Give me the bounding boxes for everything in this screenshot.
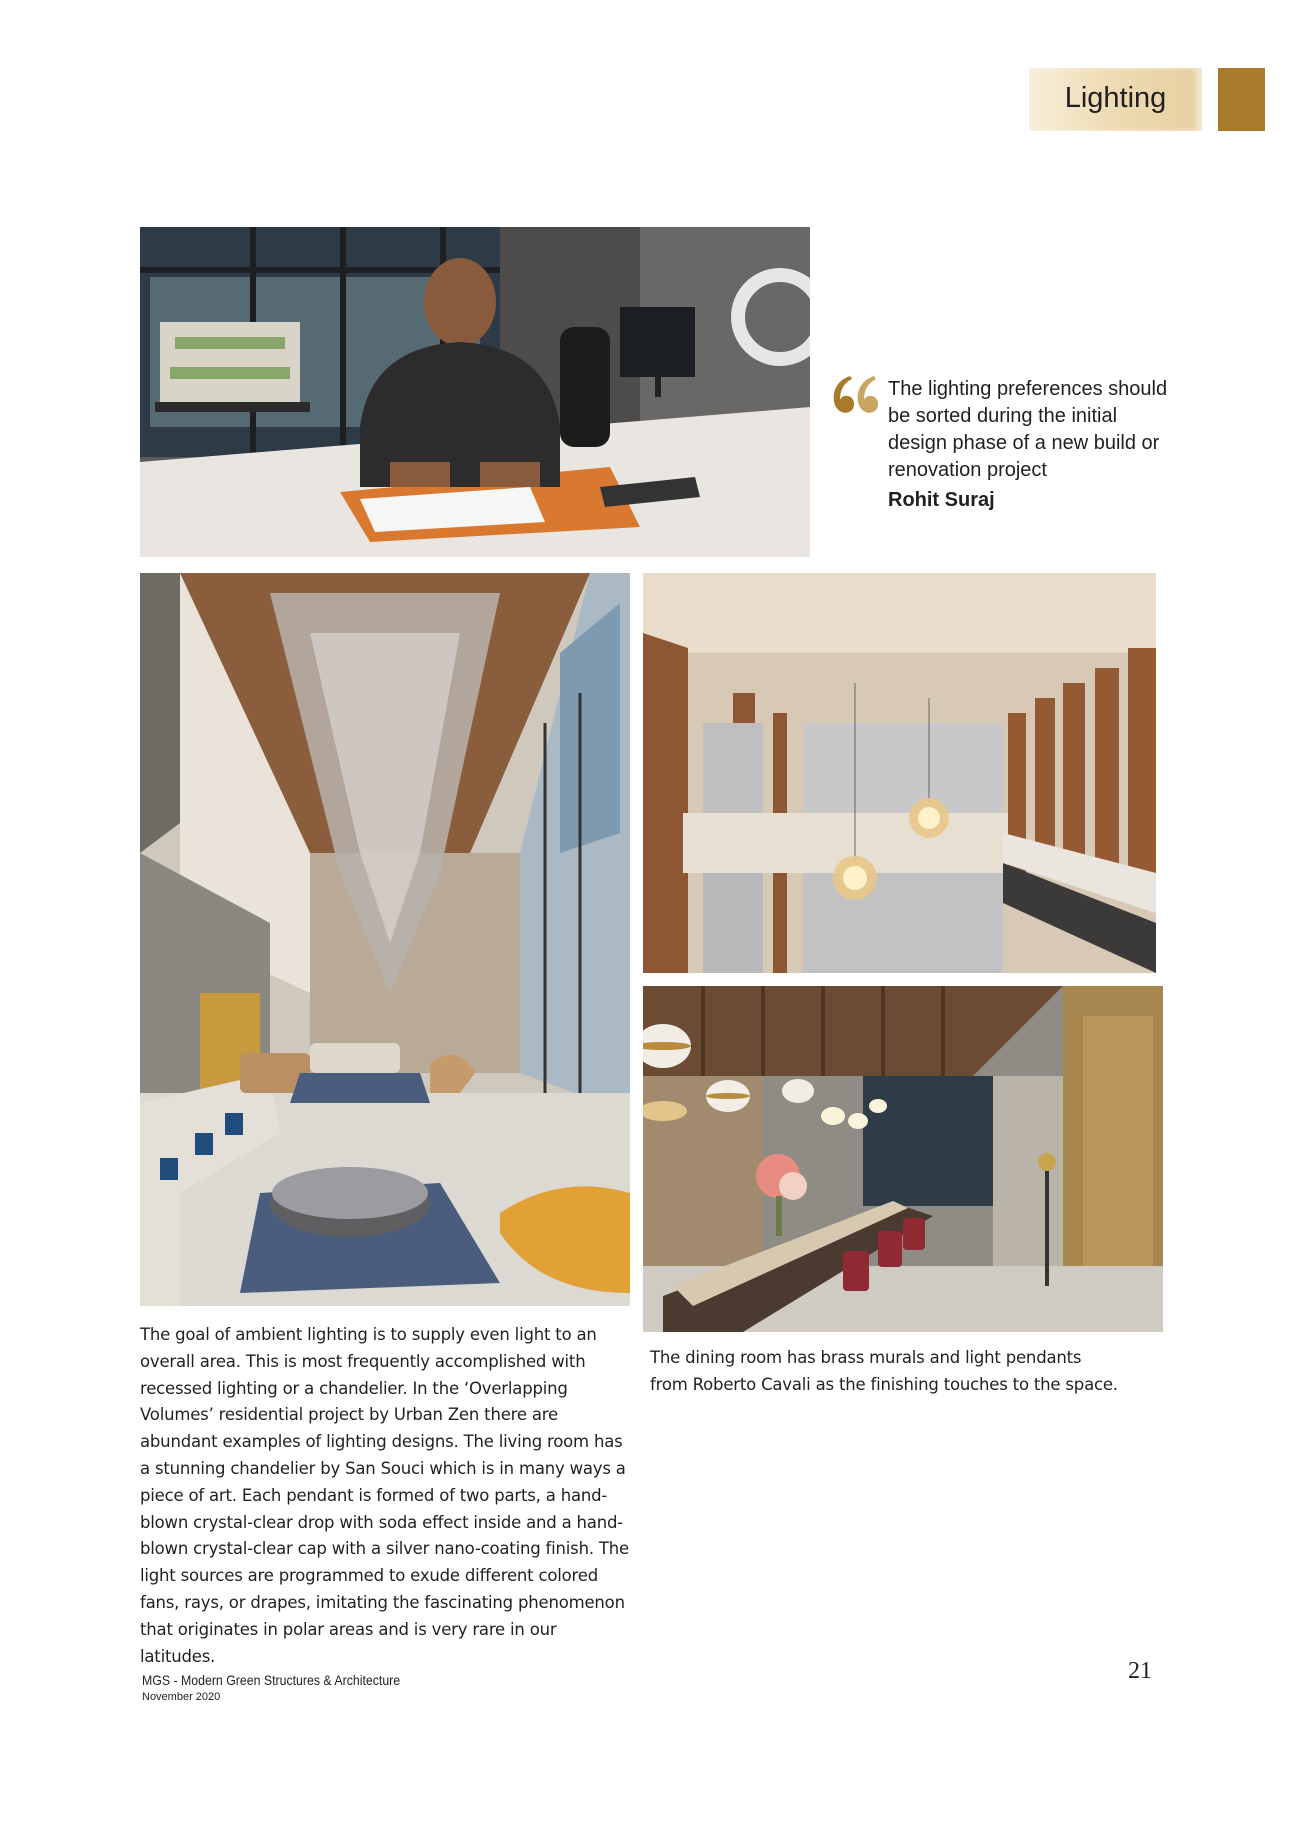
- quote-author: Rohit Suraj: [888, 489, 995, 511]
- living-room-photo: [140, 573, 630, 1306]
- footer-date: November 2020: [142, 1691, 221, 1703]
- photo-caption: The dining room has brass murals and light pendants from Roberto Cavali as the finishing touches to the space.: [650, 1348, 1118, 1394]
- section-accent-block: [1218, 68, 1265, 131]
- portrait-photo: [140, 227, 810, 557]
- double-height-space-photo: [643, 573, 1156, 973]
- pull-quote: The lighting preferences should be sorted during the initial design phase of a new build or renovation project: [888, 378, 1168, 481]
- page-number: 21: [1128, 1658, 1152, 1684]
- section-tab: [1029, 68, 1202, 131]
- section-label: Lighting: [1064, 82, 1167, 114]
- quote-icon: [828, 370, 880, 422]
- article-body-text: The goal of ambient lighting is to supply even light to an overall area. This is most frequently accomplished with recessed lighting or a chandelier. In the ‘Overlapping Volumes’ residential project by Urban Zen there are abundant examples of lighting designs. The living room has a stunning chandelier by San Souci which is in many ways a piece of art. Each pendant is formed of two parts, a hand-blown crystal-clear drop with soda effect inside and a hand-blown crystal-clear cap with a silver nano-coating finish. The light sources are programmed to exude different colored fans, rays, or drapes, imitating the fascinating phenomenon that originates in polar areas and is very rare in our latitudes.: [140, 1325, 630, 1666]
- footer-publication: MGS - Modern Green Structures & Architecture: [142, 1672, 401, 1688]
- dining-room-photo: [643, 986, 1163, 1332]
